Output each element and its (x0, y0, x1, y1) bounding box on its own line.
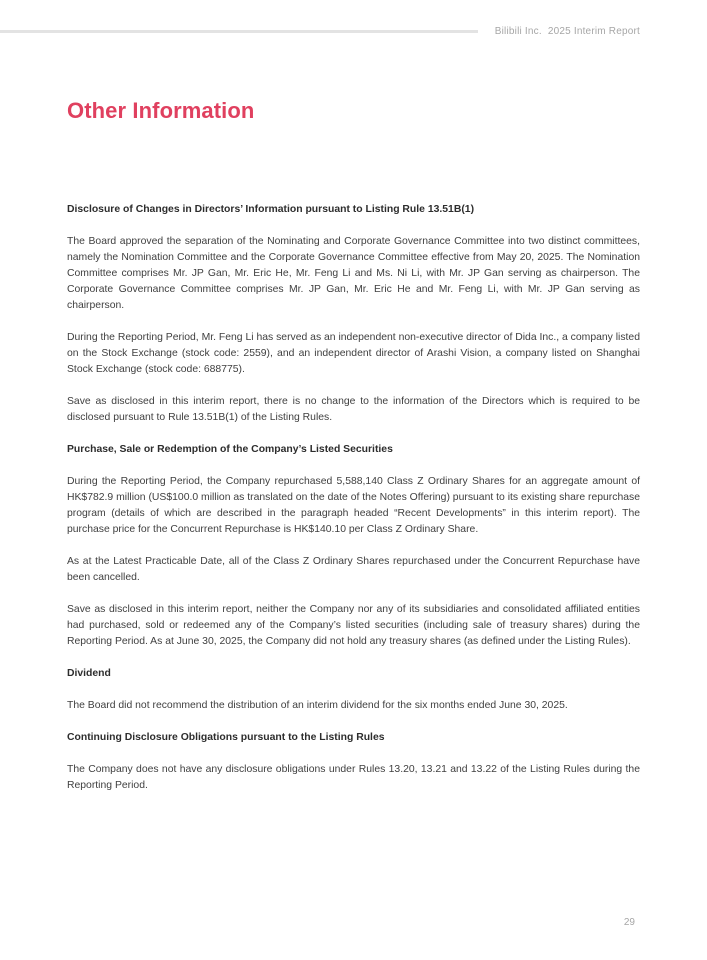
running-header (495, 26, 640, 37)
page-title: Other Information (67, 98, 255, 123)
section-dividend (67, 666, 640, 714)
paragraph: The Board did not recommend the distribution of an interim dividend for the six months ended June 30, 2025. (67, 700, 568, 711)
section-heading: Continuing Disclosure Obligations pursuant to the Listing Rules (67, 732, 385, 743)
section-directors-info (67, 202, 640, 426)
paragraph: The Board approved the separation of the Nominating and Corporate Governance Committee into two distinct committees, namely the Nomination Committee and the Corporate Governance Committee effective from May 20, 2025. The Nomination Committee comprises Mr. JP Gan, Mr. Eric He, Mr. Feng Li and Ms. Ni Li, with Mr. JP Gan serving as chairperson. The Corporate Governance Committee comprises Mr. JP Gan, Mr. Eric He and Mr. Feng Li, with Mr. JP Gan serving as chairperson. (67, 236, 640, 311)
section-heading: Disclosure of Changes in Directors’ Information pursuant to Listing Rule 13.51B(1) (67, 204, 475, 215)
section-continuing-disclosure (67, 730, 640, 794)
paragraph: Save as disclosed in this interim report, neither the Company nor any of its subsidiaries and consolidated affiliated entities had purchased, sold or redeemed any of the Company’s listed securities (including sale of treasury shares) during the Reporting Period. As at June 30, 2025, the Company did not hold any treasury shares (as defined under the Listing Rules). (67, 604, 640, 647)
section-heading: Dividend (67, 668, 111, 679)
paragraph: The Company does not have any disclosure obligations under Rules 13.20, 13.21 and 13.22 of the Listing Rules during the Reporting Period. (67, 764, 640, 791)
section-listed-securities (67, 442, 640, 650)
paragraph: During the Reporting Period, Mr. Feng Li has served as an independent non-executive director of Dida Inc., a company listed on the Stock Exchange (stock code: 2559), and an independent director of Arashi Vision, a company listed on Shanghai Stock Exchange (stock code: 688775). (67, 332, 640, 375)
header-report-title: 2025 Interim Report (547, 26, 640, 37)
page-number: 29 (623, 917, 635, 928)
section-heading: Purchase, Sale or Redemption of the Company’s Listed Securities (67, 444, 393, 455)
paragraph: During the Reporting Period, the Company repurchased 5,588,140 Class Z Ordinary Shares for an aggregate amount of HK$782.9 million (US$100.0 million as translated on the date of the Notes Offering) pursuant to its existing share repurchase program (details of which are described in the paragraph headed “Recent Developments” in this interim report). The purchase price for the Concurrent Repurchase is HK$140.10 per Class Z Ordinary Share. (67, 476, 640, 535)
paragraph: As at the Latest Practicable Date, all of the Class Z Ordinary Shares repurchased under the Concurrent Repurchase have been cancelled. (67, 556, 640, 583)
header-rule (0, 30, 478, 33)
header-company: Bilibili Inc. (494, 26, 542, 37)
paragraph: Save as disclosed in this interim report, there is no change to the information of the Directors which is required to be disclosed pursuant to Rule 13.51B(1) of the Listing Rules. (67, 396, 640, 423)
main-content (67, 202, 640, 794)
